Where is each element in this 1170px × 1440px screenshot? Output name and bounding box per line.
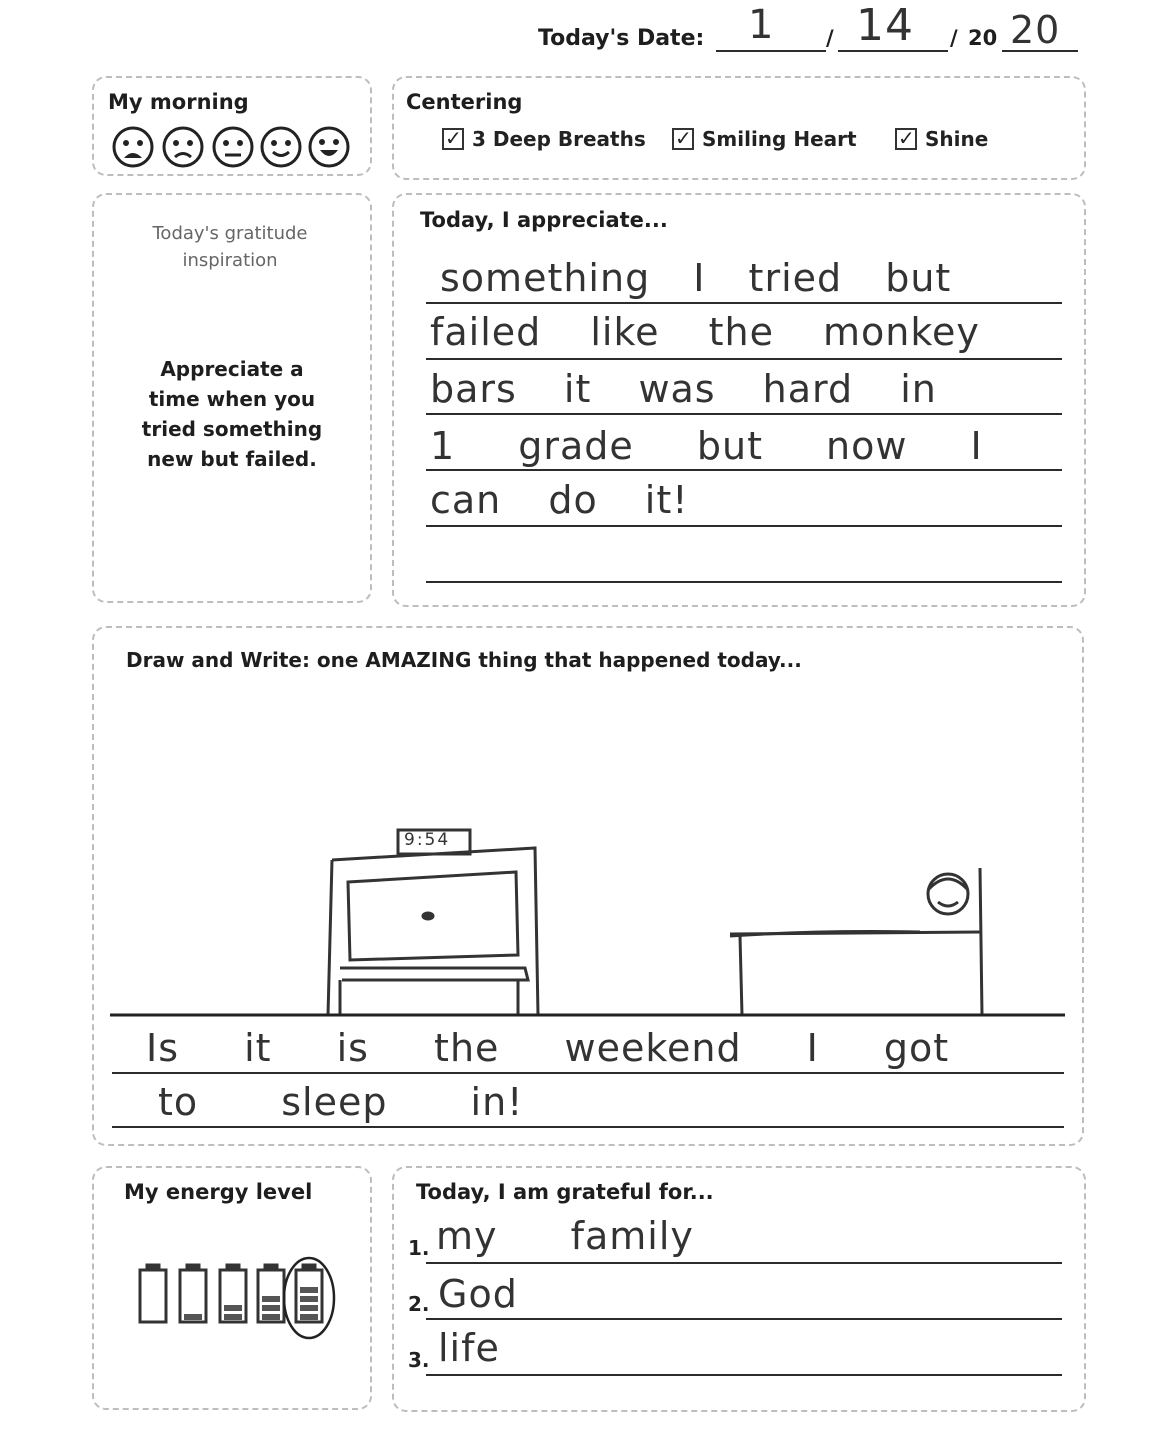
date-slash-2: / (950, 26, 958, 50)
month-value[interactable]: 1 (748, 2, 775, 48)
year-prefix: 20 (968, 26, 998, 50)
day-value[interactable]: 14 (856, 0, 914, 51)
checkbox-checked-icon[interactable] (672, 128, 694, 150)
writing-line (426, 358, 1062, 360)
year-value[interactable]: 20 (1010, 8, 1061, 52)
appreciate-title: Today, I appreciate... (420, 208, 668, 232)
appreciate-line-5[interactable]: can do it! (430, 478, 689, 522)
writing-line (426, 1374, 1062, 1376)
appreciate-line-1[interactable]: something I tried but (440, 256, 952, 300)
battery-bar (300, 1314, 318, 1320)
battery-bar (300, 1296, 318, 1302)
very-sad-face-icon[interactable] (112, 126, 154, 168)
checkbox-label: Shine (925, 127, 989, 151)
writing-line (426, 1262, 1062, 1264)
writing-line (112, 1072, 1064, 1074)
neutral-face-icon[interactable] (212, 126, 254, 168)
battery-bar (300, 1305, 318, 1311)
energy-title: My energy level (124, 1180, 313, 1204)
amazing-title: Draw and Write: one AMAZING thing that happened today... (126, 648, 802, 672)
appreciate-line-4[interactable]: 1 grade but now I (430, 424, 983, 468)
grateful-item-1[interactable]: my family (436, 1214, 694, 1258)
writing-line (426, 525, 1062, 527)
appreciate-line-2[interactable]: failed like the monkey (430, 310, 980, 354)
writing-line (426, 1318, 1062, 1320)
checkbox-label: Smiling Heart (702, 127, 857, 151)
grateful-num: 2. (408, 1292, 430, 1316)
battery-level-1-icon (140, 1265, 166, 1322)
checkbox-smiling-heart[interactable] (672, 127, 857, 151)
very-happy-face-icon[interactable] (308, 126, 350, 168)
battery-bar (184, 1314, 202, 1320)
sad-face-icon[interactable] (162, 126, 204, 168)
grateful-num: 3. (408, 1348, 430, 1372)
battery-bar (300, 1287, 318, 1293)
dresser-drawing (328, 830, 538, 1015)
battery-bar (262, 1305, 280, 1311)
grateful-num: 1. (408, 1236, 430, 1260)
battery-bar (262, 1314, 280, 1320)
amazing-line-1[interactable]: Is it is the weekend I got (146, 1026, 950, 1070)
grateful-item-2[interactable]: God (438, 1272, 518, 1316)
battery-level-2-icon (180, 1265, 206, 1322)
amazing-line-2[interactable]: to sleep in! (158, 1080, 524, 1124)
checkbox-label: 3 Deep Breaths (472, 127, 646, 151)
battery-bar (262, 1296, 280, 1302)
checkbox-checked-icon[interactable] (442, 128, 464, 150)
checkbox-deep-breaths[interactable] (442, 127, 646, 151)
month-field-line (716, 50, 826, 52)
appreciate-line-3[interactable]: bars it was hard in (430, 367, 937, 411)
date-label: Today's Date: (538, 26, 705, 51)
centering-title: Centering (406, 90, 523, 114)
checkbox-shine[interactable] (895, 127, 988, 151)
date-slash-1: / (826, 26, 834, 50)
writing-line (426, 413, 1062, 415)
battery-level-5-icon (296, 1265, 322, 1322)
happy-face-icon[interactable] (260, 126, 302, 168)
battery-bar (224, 1314, 242, 1320)
morning-title: My morning (108, 90, 249, 114)
battery-level-4-icon (258, 1265, 284, 1322)
battery-fills (184, 1287, 318, 1320)
checkbox-checked-icon[interactable] (895, 128, 917, 150)
writing-line (426, 469, 1062, 471)
writing-line (112, 1126, 1064, 1128)
clock-readout: 9:54 (404, 830, 451, 850)
drawing-bedroom (100, 820, 1080, 1020)
grateful-title: Today, I am grateful for... (416, 1180, 714, 1204)
battery-level-3-icon (220, 1265, 246, 1322)
grateful-item-3[interactable]: life (438, 1326, 500, 1370)
writing-line (426, 581, 1062, 583)
writing-line (426, 302, 1062, 304)
battery-bar (224, 1305, 242, 1311)
inspiration-title: Today's gratitude inspiration (152, 223, 308, 271)
inspiration-prompt: Appreciate a time when you tried something new but failed. (141, 357, 323, 471)
bed-drawing (730, 868, 982, 1015)
energy-meter[interactable] (130, 1252, 345, 1342)
